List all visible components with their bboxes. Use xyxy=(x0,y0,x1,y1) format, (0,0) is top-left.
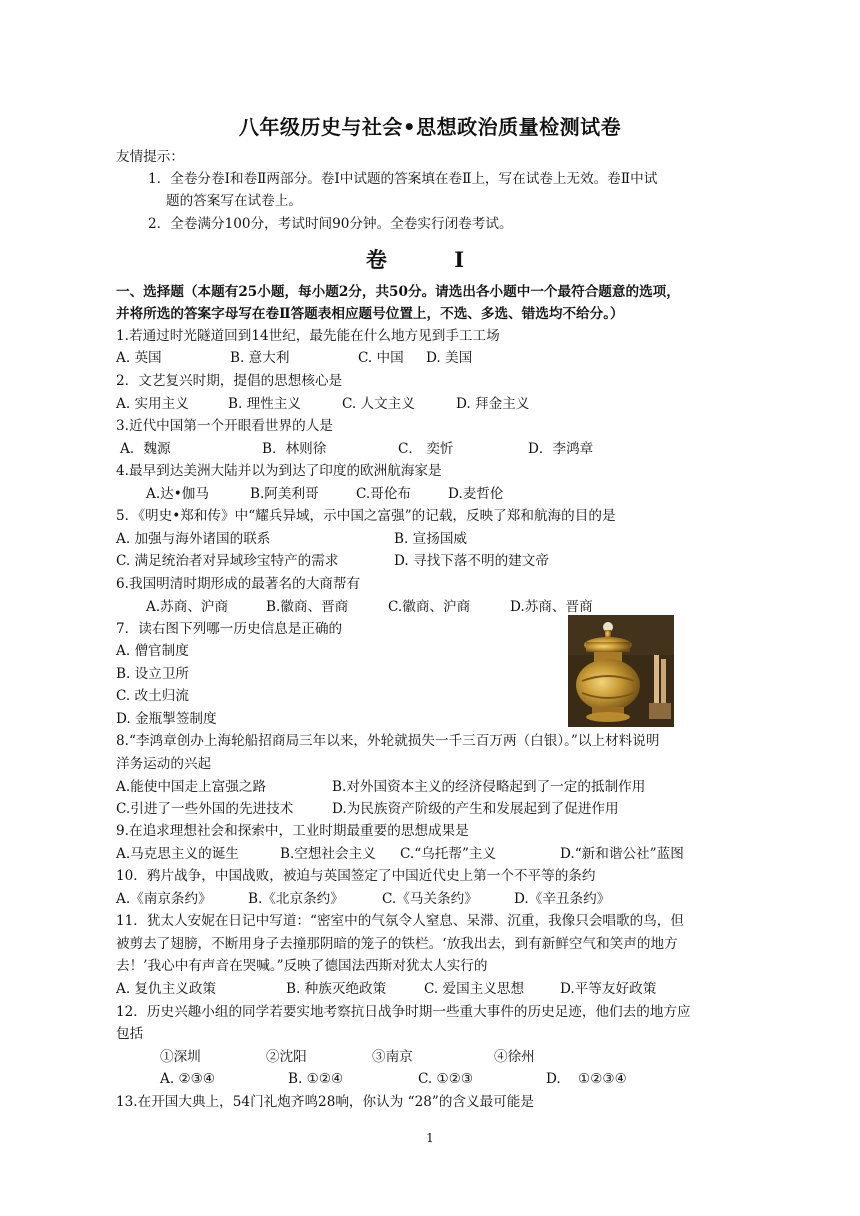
section-title: 卷 Ⅰ xyxy=(365,247,495,272)
place-2: ②沈阳 xyxy=(266,1049,307,1065)
question-12-stem-line-1: 12．历史兴趣小组的同学若要实地考察抗日战争时期一些重大事件的历史足迹，他们去的地方应 xyxy=(116,1004,691,1020)
question-10-stem: 10．鸦片战争，中国战败，被迫与英国签定了中国近代史上第一个不平等的条约 xyxy=(116,868,596,884)
question-4-options xyxy=(146,485,504,503)
question-6-options xyxy=(146,598,593,616)
option-b: B.阿美利哥 xyxy=(250,486,319,502)
question-6-stem: 6.我国明清时期形成的最著名的大商帮有 xyxy=(116,576,361,592)
option-c: C． 奕忻 xyxy=(398,441,454,457)
golden-urn-photo xyxy=(568,615,674,727)
question-7-option-d: D. 金瓶掣签制度 xyxy=(116,711,217,727)
option-d: D.“新和谐公社”蓝图 xyxy=(560,846,684,862)
option-a: A.《南京条约》 xyxy=(116,891,212,907)
instructions-line-1: 一、选择题（本题有25小题，每小题2分，共50分。请选出各小题中一个最符合题意的选项， xyxy=(116,284,680,300)
option-c: C.徽商、沪商 xyxy=(388,599,471,615)
option-b: B．林则徐 xyxy=(262,441,327,457)
option-c: C.“乌托帮”主义 xyxy=(400,846,497,862)
page-number: 1 xyxy=(426,1131,434,1145)
option-a: A.苏商、沪商 xyxy=(146,599,229,615)
option-b: B. 种族灭绝政策 xyxy=(286,981,387,997)
question-12-places xyxy=(160,1048,535,1066)
option-b: B.空想社会主义 xyxy=(280,846,376,862)
place-4: ④徐州 xyxy=(494,1049,535,1065)
option-c: C.《马关条约》 xyxy=(382,891,478,907)
option-b: B. ①②④ xyxy=(288,1071,344,1087)
question-7-option-b: B. 设立卫所 xyxy=(116,666,190,682)
option-d: D.为民族资产阶级的产生和发展起到了促进作用 xyxy=(332,801,619,817)
question-4-stem: 4.最早到达美洲大陆并以为到达了印度的欧洲航海家是 xyxy=(116,463,442,479)
question-12-options xyxy=(160,1070,627,1088)
option-b: B. 宣扬国威 xyxy=(394,531,468,547)
question-3-stem: 3.近代中国第一个开眼看世界的人是 xyxy=(116,418,333,434)
tips-label: 友情提示： xyxy=(116,149,184,165)
option-b: B.《北京条约》 xyxy=(248,891,344,907)
question-12-stem-line-2: 包括 xyxy=(116,1026,144,1042)
question-8-stem-line-1: 8.“李鸿章创办上海轮船招商局三年以来，外轮就损失一千三百万两（白银）。”以上材料说明 xyxy=(116,733,660,749)
option-d: D.苏商、晋商 xyxy=(510,599,593,615)
option-b: B.对外国资本主义的经济侵略起到了一定的抵制作用 xyxy=(332,779,646,795)
question-13-stem: 13.在开国大典上，54门礼炮齐鸣28响，你认为 “28”的含义最可能是 xyxy=(116,1094,534,1110)
question-7-option-a: A. 僧官制度 xyxy=(116,643,189,659)
option-a: A. 英国 xyxy=(116,350,162,366)
place-1: ①深圳 xyxy=(160,1049,201,1065)
option-c: C. 人文主义 xyxy=(342,396,415,412)
option-c: C.引进了一些外国的先进技术 xyxy=(116,801,294,817)
question-5-stem: 5．《明史•郑和传》中“耀兵异域，示中国之富强”的记载，反映了郑和航海的目的是 xyxy=(116,508,616,524)
question-11-stem-line-2: 被剪去了翅膀，不断用身子去撞那阴暗的笼子的铁栏。‘放我出去，到有新鲜空气和笑声的地方 xyxy=(116,936,678,952)
question-9-stem: 9.在追求理想社会和探索中，工业时期最重要的思想成果是 xyxy=(116,823,469,839)
question-1-options xyxy=(116,349,472,367)
option-c: C. 满足统治者对异域珍宝特产的需求 xyxy=(116,553,339,569)
question-7-stem: 7．读右图下列哪一历史信息是正确的 xyxy=(116,621,343,637)
question-8-options-row1 xyxy=(116,778,645,796)
instructions-line-2: 并将所选的答案字母写在卷Ⅱ答题表相应题号位置上，不选、多选、错选均不给分。） xyxy=(116,306,624,322)
option-c: C. ①②③ xyxy=(418,1071,474,1087)
place-3: ③南京 xyxy=(372,1049,413,1065)
question-5-options-row2 xyxy=(116,552,549,570)
question-11-stem-line-3: 去！’我心中有声音在哭喊。”反映了德国法西斯对犹太人实行的 xyxy=(116,958,488,974)
question-10-options xyxy=(116,890,610,908)
option-a: A.能使中国走上富强之路 xyxy=(116,779,267,795)
option-a: A. ②③④ xyxy=(160,1071,216,1087)
option-d: D. 拜金主义 xyxy=(456,396,530,412)
option-d: D.麦哲伦 xyxy=(448,486,504,502)
option-d: D. 美国 xyxy=(426,350,473,366)
question-9-options xyxy=(116,845,684,863)
question-8-options-row2 xyxy=(116,800,619,818)
golden-urn-image xyxy=(568,615,674,727)
question-1-stem: 1.若通过时光隧道回到14世纪，最先能在什么地方见到手工工场 xyxy=(116,328,500,344)
option-c: C.哥伦布 xyxy=(356,486,412,502)
tip-1-line-1: 1．全卷分卷Ⅰ和卷Ⅱ两部分。卷Ⅰ中试题的答案填在卷Ⅱ上，写在试卷上无效。卷Ⅱ中试 xyxy=(148,171,658,187)
option-a: A.马克思主义的诞生 xyxy=(116,846,239,862)
question-11-options xyxy=(116,980,656,998)
option-c: C. 中国 xyxy=(358,350,404,366)
option-a: A.达•伽马 xyxy=(146,486,209,502)
option-b: B. 意大利 xyxy=(230,350,290,366)
tip-1-line-2: 题的答案写在试卷上。 xyxy=(166,193,302,209)
option-a: A. 加强与海外诸国的联系 xyxy=(116,531,271,547)
question-2-options xyxy=(116,395,529,413)
question-2-stem: 2．文艺复兴时期，提倡的思想核心是 xyxy=(116,373,343,389)
question-5-options-row1 xyxy=(116,530,467,548)
option-d: D.平等友好政策 xyxy=(560,981,657,997)
option-b: B.徽商、晋商 xyxy=(266,599,349,615)
option-d: D.《辛丑条约》 xyxy=(514,891,611,907)
option-b: B. 理性主义 xyxy=(228,396,302,412)
option-d: D. 寻找下落不明的建文帝 xyxy=(394,553,549,569)
tip-2: 2．全卷满分100分，考试时间90分钟。全卷实行闭卷考试。 xyxy=(148,216,513,232)
option-c: C. 爱国主义思想 xyxy=(424,981,525,997)
question-7-option-c: C. 改土归流 xyxy=(116,688,189,704)
option-a: A．魏源 xyxy=(120,441,171,457)
option-d: D．李鸿章 xyxy=(528,441,594,457)
question-11-stem-line-1: 11．犹太人安妮在日记中写道：“密室中的气氛令人窒息、呆滞、沉重，我像只会唱歌的鸟，但 xyxy=(116,913,684,929)
question-3-options xyxy=(120,440,593,458)
question-8-stem-line-2: 洋务运动的兴起 xyxy=(116,756,212,772)
option-a: A. 实用主义 xyxy=(116,396,189,412)
exam-title: 八年级历史与社会•思想政治质量检测试卷 xyxy=(238,115,622,139)
option-a: A. 复仇主义政策 xyxy=(116,981,217,997)
option-d: D. ①②③④ xyxy=(546,1071,627,1087)
